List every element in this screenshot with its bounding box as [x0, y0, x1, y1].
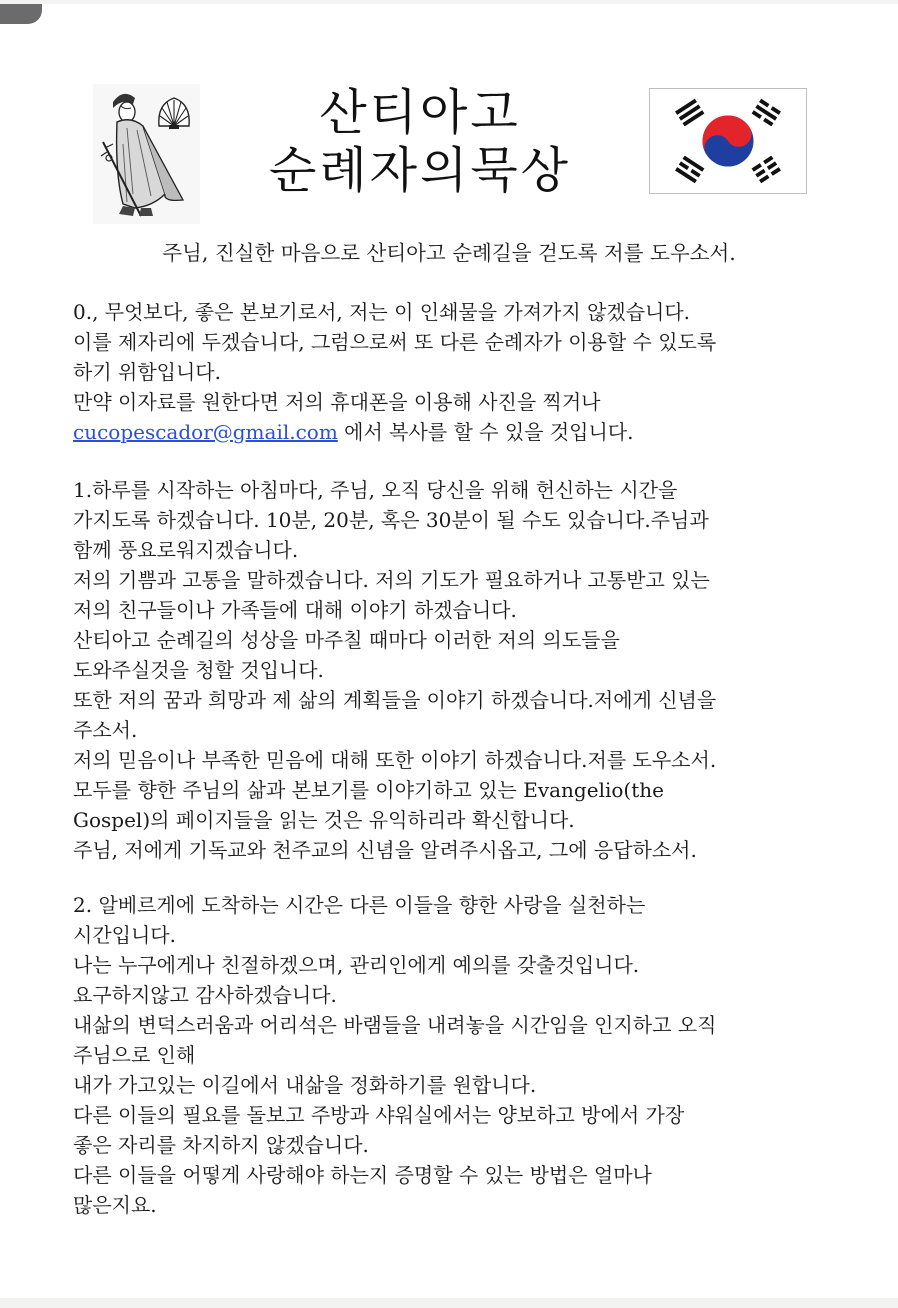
document-page [0, 4, 898, 1298]
section-2 [73, 890, 843, 1220]
section-1-line: 산티아고 순례길의 성상을 마주칠 때마다 이러한 저의 의도들을 [73, 628, 620, 652]
scallop-shell-icon [159, 98, 189, 129]
section-1-line: 저의 기쁨과 고통을 말하겠습니다. 저의 기도가 필요하거나 고통받고 있는 [73, 568, 710, 592]
section-1-line: 함께 풍요로워지겠습니다. [73, 538, 299, 562]
section-2-line: 시간입니다. [73, 923, 176, 947]
section-2-line: 많은지요. [73, 1193, 157, 1217]
pilgrim-illustration [93, 84, 200, 224]
section-1-line: 모두를 향한 주님의 삶과 본보기를 이야기하고 있는 Evangelio(the [73, 778, 664, 802]
section-0-line: 0., 무엇보다, 좋은 본보기로서, 저는 이 인쇄물을 가져가지 않겠습니다. [73, 300, 691, 324]
section-1-line: 1.하루를 시작하는 아침마다, 주님, 오직 당신을 위해 헌신하는 시간을 [73, 478, 678, 502]
section-0 [73, 297, 843, 447]
korean-flag [649, 88, 807, 194]
section-0-email-line [73, 417, 843, 447]
corner-tab[interactable] [0, 4, 42, 24]
section-0-line: 만약 이자료를 원한다면 저의 휴대폰을 이용해 사진을 찍거나 [73, 390, 601, 414]
section-1-line: 주님, 저에게 기독교와 천주교의 신념을 알려주시옵고, 그에 응답하소서. [73, 838, 697, 862]
section-2-line: 내삶의 변덕스러움과 어리석은 바램들을 내려놓을 시간임을 인지하고 오직 [73, 1013, 717, 1037]
section-2-line: 나는 누구에게나 친절하겠으며, 관리인에게 예의를 갖출것입니다. [73, 953, 640, 977]
section-1-line: 도와주실것을 청할 것입니다. [73, 658, 324, 682]
section-1-line: 또한 저의 꿈과 희망과 제 삶의 계획들을 이야기 하겠습니다.저에게 신념을 [73, 688, 717, 712]
section-2-line: 다른 이들의 필요를 돌보고 주방과 샤워실에서는 양보하고 방에서 가장 [73, 1103, 685, 1127]
section-2-line: 좋은 자리를 차지하지 않겠습니다. [73, 1133, 369, 1157]
section-2-line: 주님으로 인해 [73, 1043, 196, 1067]
section-1-line: 주소서. [73, 718, 138, 742]
section-0-line: 하기 위함입니다. [73, 360, 221, 384]
section-2-line: 요구하지않고 감사하겠습니다. [73, 983, 337, 1007]
title-line-1: 산티아고 [319, 84, 521, 141]
section-1 [73, 475, 843, 865]
section-1-line: 저의 믿음이나 부족한 믿음에 대해 또한 이야기 하겠습니다.저를 도우소서. [73, 748, 717, 772]
section-1-line: 저의 친구들이나 가족들에 대해 이야기 하겠습니다. [73, 598, 517, 622]
email-link[interactable]: cucopescador@gmail.com [73, 420, 338, 444]
email-suffix: 에서 복사를 할 수 있을 것입니다. [337, 420, 634, 444]
page-title [230, 84, 610, 200]
section-2-line: 2. 알베르게에 도착하는 시간은 다른 이들을 향한 사랑을 실천하는 [73, 893, 646, 917]
section-2-line: 내가 가고있는 이길에서 내삶을 정화하기를 원합니다. [73, 1073, 537, 1097]
section-0-line: 이를 제자리에 두겠습니다, 그럼으로써 또 다른 순례자가 이용할 수 있도록 [73, 330, 717, 354]
title-line-2: 순례자의묵상 [268, 142, 571, 199]
section-1-line: 가지도록 하겠습니다. 10분, 20분, 혹은 30분이 될 수도 있습니다.주님과 [73, 508, 709, 532]
section-1-line: Gospel)의 페이지들을 읽는 것은 유익하리라 확신합니다. [73, 808, 575, 832]
section-2-line: 다른 이들을 어떻게 사랑해야 하는지 증명할 수 있는 방법은 얼마나 [73, 1163, 652, 1187]
intro-line: 주님, 진실한 마음으로 산티아고 순례길을 걷도록 저를 도우소서. [162, 241, 736, 265]
